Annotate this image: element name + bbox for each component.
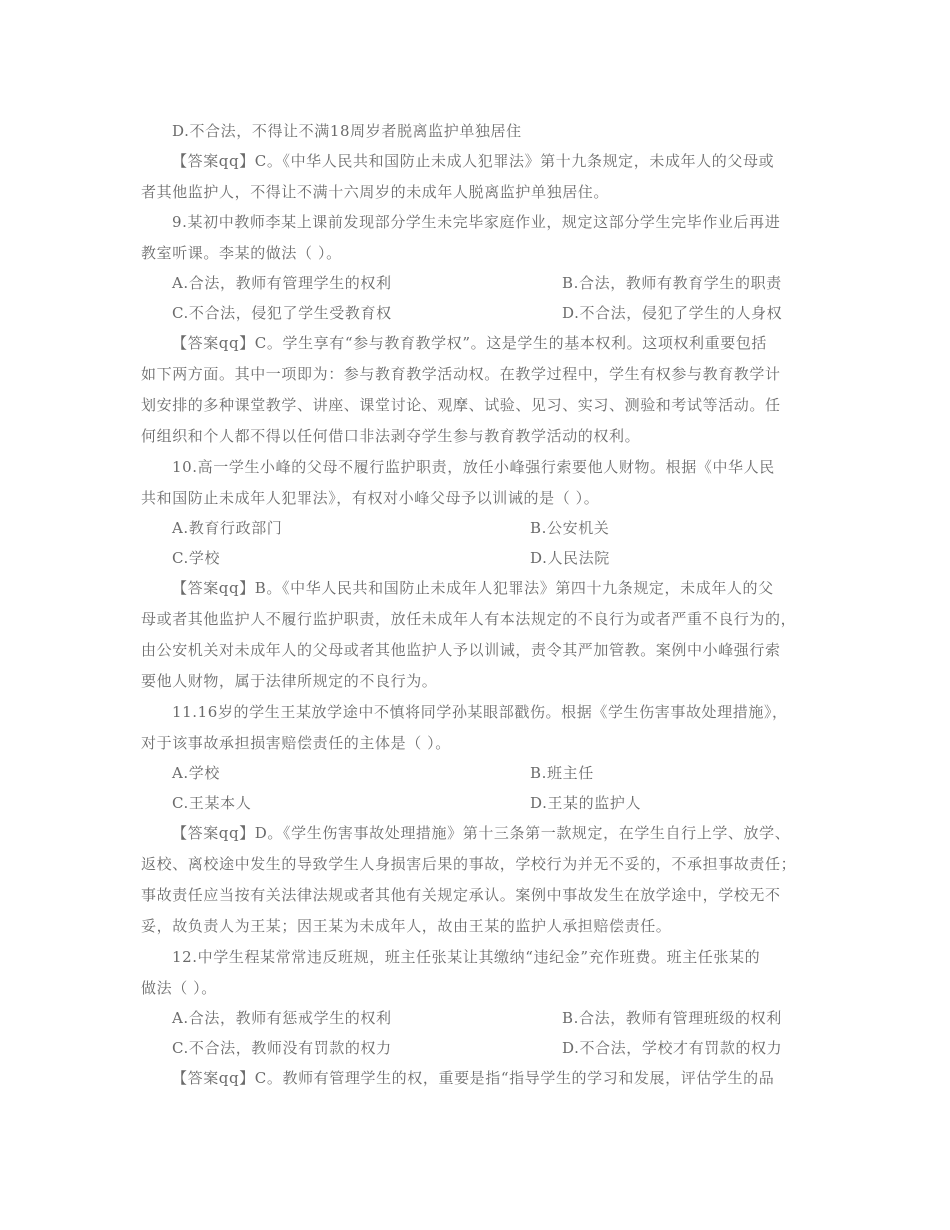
question-12-line2: 做法（ ）。 xyxy=(141,979,217,997)
question-11-line2: 对于该事故承担损害赔偿责任的主体是（ ）。 xyxy=(141,734,451,752)
answer-q9-line1: 【答案qq】C。学生享有“参与教育教学权”。这是学生的基本权利。这项权利重要包括 xyxy=(172,334,768,352)
answer-q11-line4: 妥，故负责人为王某；因王某为未成年人，故由王某的监护人承担赔偿责任。 xyxy=(141,917,672,935)
answer-q9-line3: 划安排的多种课堂教学、讲座、课堂讨论、观摩、试验、见习、实习、测验和考试等活动。任 xyxy=(141,396,781,414)
answer-q10-line2: 母或者其他监护人不履行监护职责，放任未成年人有本法规定的不良行为或者严重不良行为的， xyxy=(141,610,797,628)
option-d-q9: D.不合法，侵犯了学生的人身权 xyxy=(562,304,783,322)
answer-q10-line1: 【答案qq】B。《中华人民共和国防止未成年人犯罪法》第四十九条规定，未成年人的父 xyxy=(172,579,774,597)
answer-q11-line1: 【答案qq】D。《学生伤害事故处理措施》第十三条第一款规定，在学生自行上学、放学、 xyxy=(172,824,791,842)
answer-q10-line4: 要他人财物，属于法律所规定的不良行为。 xyxy=(141,672,438,690)
answer-q9-line2: 如下两方面。其中一项即为：参与教育教学活动权。在教学过程中，学生有权参与教育教学计 xyxy=(141,365,781,383)
answer-q9-line4: 何组织和个人都不得以任何借口非法剥夺学生参与教育教学活动的权利。 xyxy=(141,427,641,445)
option-c-q10: C.学校 xyxy=(172,549,221,567)
answer-q8-line1: 【答案qq】C。《中华人民共和国防止未成人犯罪法》第十九条规定，未成年人的父母或 xyxy=(172,152,775,170)
option-a-q12: A.合法，教师有惩戒学生的权利 xyxy=(172,1009,392,1027)
question-10-line1: 10.高一学生小峰的父母不履行监护职责，放任小峰强行索要他人财物。根据《中华人民 xyxy=(172,458,775,476)
option-a-q11: A.学校 xyxy=(172,764,221,782)
option-d-q11: D.王某的监护人 xyxy=(530,794,642,812)
option-a-q9: A.合法，教师有管理学生的权利 xyxy=(172,274,392,292)
question-9-line2: 教室听课。李某的做法（ ）。 xyxy=(141,244,342,262)
option-b-q9: B.合法，教师有教育学生的职责 xyxy=(562,274,782,292)
answer-q10-line3: 由公安机关对未成年人的父母或者其他监护人予以训诫，责令其严加管教。案例中小峰强行索 xyxy=(141,641,781,659)
option-d-q10: D.人民法院 xyxy=(530,549,610,567)
answer-q12-line1: 【答案qq】C。教师有管理学生的权，重要是指“指导学生的学习和发展，评估学生的品 xyxy=(172,1069,775,1087)
option-d-q8: D.不合法，不得让不满18周岁者脱离监护单独居住 xyxy=(172,122,522,140)
option-b-q12: B.合法，教师有管理班级的权利 xyxy=(562,1009,782,1027)
option-b-q11: B.班主任 xyxy=(530,764,594,782)
option-b-q10: B.公安机关 xyxy=(530,519,610,537)
question-9-line1: 9.某初中教师李某上课前发现部分学生未完毕家庭作业，规定这部分学生完毕作业后再进 xyxy=(172,213,781,231)
answer-q8-line2: 者其他监护人，不得让不满十六周岁的未成年人脱离监护单独居住。 xyxy=(141,183,610,201)
option-a-q10: A.教育行政部门 xyxy=(172,519,283,537)
answer-q11-line3: 事故责任应当按有关法律法规或者其他有关规定承认。案例中事故发生在放学途中，学校无不 xyxy=(141,886,781,904)
option-d-q12: D.不合法，学校才有罚款的权力 xyxy=(562,1039,783,1057)
option-c-q11: C.王某本人 xyxy=(172,794,252,812)
question-12-line1: 12.中学生程某常常违反班规，班主任张某让其缴纳“违纪金”充作班费。班主任张某的 xyxy=(172,948,761,966)
option-c-q9: C.不合法，侵犯了学生受教育权 xyxy=(172,304,392,322)
question-11-line1: 11.16岁的学生王某放学途中不慎将同学孙某眼部戳伤。根据《学生伤害事故处理措施》， xyxy=(172,703,788,721)
option-c-q12: C.不合法，教师没有罚款的权力 xyxy=(172,1039,392,1057)
question-10-line2: 共和国防止未成年人犯罪法》，有权对小峰父母予以训诫的是（ ）。 xyxy=(141,489,600,507)
answer-q11-line2: 返校、离校途中发生的导致学生人身损害后果的事故，学校行为并无不妥的，不承担事故责任； xyxy=(141,855,797,873)
